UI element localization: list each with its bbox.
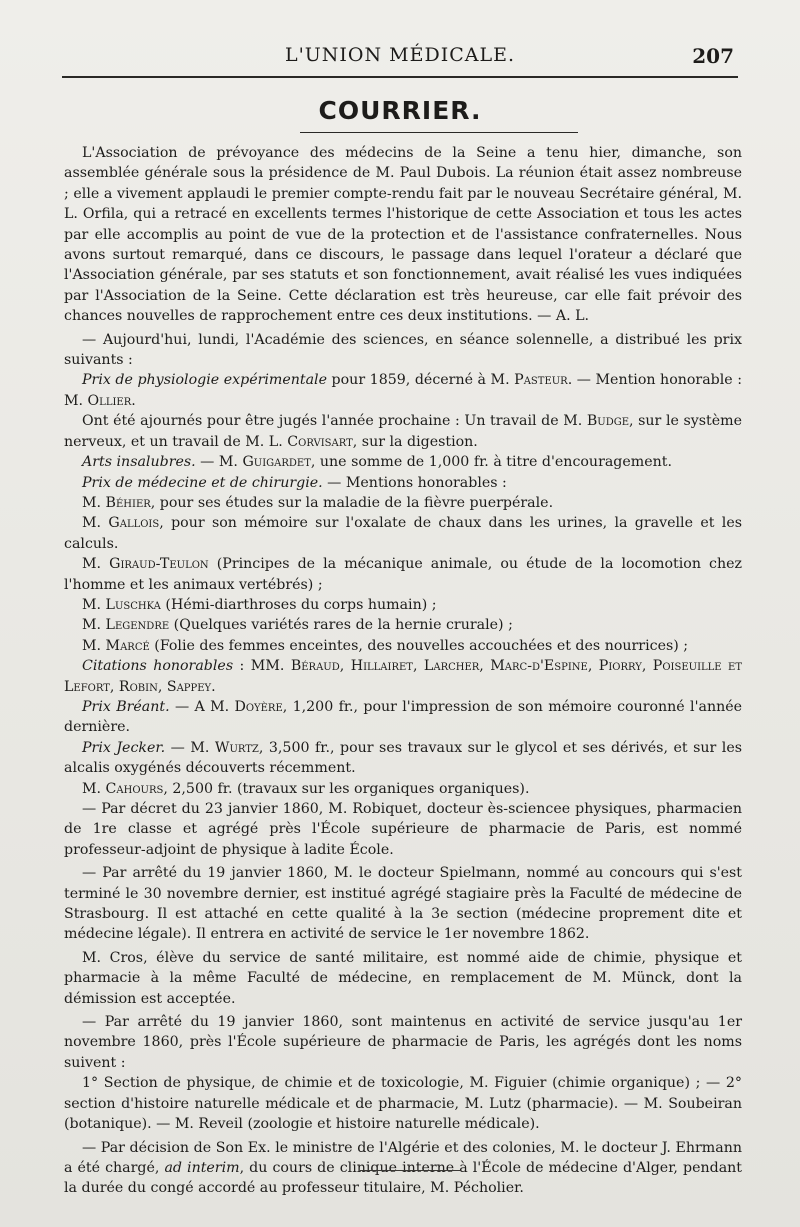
person-name: Doyère [234, 698, 283, 715]
paragraph-ehrmann [64, 1138, 742, 1199]
person-name: Legendre [105, 617, 170, 634]
text-run: (Hémi-diarthroses du corps humain) ; [160, 596, 437, 613]
text-run: (Quelques variétés rares de la hernie crurale) ; [169, 617, 513, 634]
text-run: — M. [195, 454, 243, 471]
prize-name: Prix Jecker. [82, 739, 166, 756]
text-run: , une somme de 1,000 fr. à titre d'encouragement. [310, 454, 672, 471]
text-run: (Folie des femmes enceintes, des nouvelles accouchées et des nourrices) ; [149, 637, 689, 654]
paragraph-luschka [64, 595, 742, 615]
text-run: Ont été ajournés pour être jugés l'année prochaine : Un travail de M. [82, 413, 587, 430]
paragraph-prix-jecker [64, 738, 742, 779]
text-run: : MM. [233, 658, 291, 675]
paragraph-prix-physiologie [64, 370, 742, 411]
article-body [64, 143, 742, 1202]
paragraph-sections: 1° Section de physique, de chimie et de toxicologie, M. Figuier (chimie organique) ; — 2° section d'histoire naturelle médicale et de pharmacie, M. Lutz (pharmacie). — M. Soubeiran (botanique). — M. Reveil (zoologie et histoire naturelle médicale). [64, 1075, 742, 1133]
text-run: . [131, 392, 136, 409]
person-name: Pasteur [514, 372, 568, 389]
person-names: Béraud, Hillairet, Larcher, Marc-d'Espine, Piorry, Poiseuille et Lefort, Robin, Sappey. [64, 658, 743, 695]
person-name: Béhier [105, 494, 151, 511]
prize-name: Prix de médecine et de chirurgie. [82, 474, 323, 491]
person-name: Luschka [105, 596, 161, 613]
prize-name: Citations honorables [82, 658, 234, 675]
text-run: M. [82, 617, 106, 634]
text-run: — Mentions honorables : [322, 474, 507, 491]
paragraph-marce [64, 636, 742, 656]
text-run: , sur le système nerveux, et un travail de M. L. [64, 413, 742, 450]
paragraph-behier [64, 493, 742, 513]
text-run: M. [82, 556, 110, 573]
section-title: COURRIER. [318, 96, 482, 125]
person-name: Gallois [108, 515, 160, 532]
prize-name: Arts insalubres. [82, 454, 196, 471]
text-run: M. [82, 494, 106, 511]
title-rule [300, 132, 578, 133]
text-run: , du cours de clinique interne à l'École de médecine d'Alger, pendant la durée du congé accordé au professeur titulaire, M. Pécholier. [64, 1159, 742, 1197]
paragraph-cahours [64, 779, 742, 799]
header-rule [62, 76, 738, 78]
text-run: — Par décision de Son Ex. le ministre de l'Algérie et des colonies, M. le docteur J. Ehrmann a été chargé, [64, 1139, 742, 1176]
paragraph-prix-breant [64, 697, 742, 738]
person-name: Marcé [105, 637, 150, 654]
text-run: , pour son mémoire sur l'oxalate de chaux dans les urines, la gravelle et les calculs. [64, 515, 742, 552]
text-run: , pour ses études sur la maladie de la fièvre puerpérale. [150, 494, 554, 511]
paragraph-academie: — Aujourd'hui, lundi, l'Académie des sciences, en séance solennelle, a distribué les prix suivants : [64, 331, 742, 369]
text-run: , 2,500 fr. (travaux sur les organiques organiques). [163, 780, 530, 797]
running-title: L'UNION MÉDICALE. [284, 44, 516, 66]
text-run: M. [82, 596, 106, 613]
text-run: (Principes de la mécanique animale, ou étude de la locomotion chez l'homme et les animaux vertébrés) ; [64, 556, 742, 593]
paragraph-giraud-teulon [64, 554, 742, 595]
text-run: , 1,200 fr., pour l'impression de son mémoire couronné l'année dernière. [64, 698, 743, 736]
prize-name: Prix Bréant. [82, 698, 170, 715]
text-run: M. [82, 637, 106, 654]
text-run: — M. [165, 739, 215, 756]
person-name: Guigardet [242, 454, 311, 471]
text-run: pour 1859, décerné à M. [327, 372, 515, 389]
person-name: Wurtz [214, 739, 259, 756]
paragraph-legendre [64, 615, 742, 635]
text-run: . — Mention honorable : M. [64, 372, 743, 409]
latin-phrase: ad interim [164, 1159, 240, 1176]
paragraph-arts-insalubres [64, 452, 742, 472]
paragraph-ajournes [64, 411, 742, 452]
paragraph-robiquet: — Par décret du 23 janvier 1860, M. Robiquet, docteur ès-sciencee physiques, pharmacien de 1re classe et agrégé près l'École supérieure de pharmacie de Paris, est nommé professeur-adjoint de physique à ladite École. [64, 801, 742, 858]
paragraph-prix-medecine [64, 473, 742, 493]
person-name: Ollier [87, 392, 132, 409]
text-run: , 3,500 fr., pour ses travaux sur le glycol et ses dérivés, et sur les alcalis oxygénés découverts récemment. [64, 739, 742, 777]
paragraph-citations [64, 656, 742, 697]
paragraph-agreges: — Par arrêté du 19 janvier 1860, sont maintenus en activité de service jusqu'au 1er novembre 1860, près l'École supérieure de pharmacie de Paris, les agrégés dont les noms suivent : [64, 1014, 742, 1071]
person-name: Cahours [105, 780, 164, 797]
paragraph-spielmann: — Par arrêté du 19 janvier 1860, M. le docteur Spielmann, nommé au concours qui s'est terminé le 30 novembre dernier, est institué agrégé stagiaire près la Faculté de médecine de Strasbourg. Il est attaché en cette qualité à la 3e section (médecine proprement dite et médecine légale). Il entrera en activité de service le 1er novembre 1862. [64, 865, 742, 943]
person-name: Budge [586, 413, 630, 430]
text-run: M. [82, 780, 106, 797]
running-head [0, 44, 800, 72]
text-run: , sur la digestion. [352, 433, 478, 450]
person-name: Corvisart [287, 433, 353, 450]
person-name: Giraud-Teulon [109, 556, 209, 573]
paragraph-association: L'Association de prévoyance des médecins de la Seine a tenu hier, dimanche, son assemblée générale sous la présidence de M. Paul Dubois. La réunion était assez nombreuse ; elle a vivement applaudi le premier compte-rendu fait par le nouveau Secrétaire général, M. L. Orfila, qui a retracé en excellents termes l'historique de cette Association et tous les actes par elle accomplis au point de vue de la protection et de l'assistance confraternelles. Nous avons surtout remarqué, dans ce discours, le passage dans lequel l'orateur a déclaré que l'Association générale, par ses statuts et son fonctionnement, avait réalisé les vues indiquées par l'Association de la Seine. Cette déclaration est très heureuse, car elle fait prévoir des chances nouvelles de rapprochement entre ces deux institutions. — A. L. [64, 145, 742, 325]
page-number: 207 [692, 44, 734, 68]
prize-name: Prix de physiologie expérimentale [82, 372, 327, 389]
footer-rule [360, 1170, 460, 1171]
paragraph-gallois [64, 513, 742, 554]
paragraph-cros: M. Cros, élève du service de santé militaire, est nommé aide de chimie, physique et pharmacie à la même Faculté de médecine, en remplacement de M. Münck, dont la démission est acceptée. [64, 949, 742, 1007]
text-run: — A M. [169, 698, 235, 715]
text-run: M. [82, 515, 109, 532]
